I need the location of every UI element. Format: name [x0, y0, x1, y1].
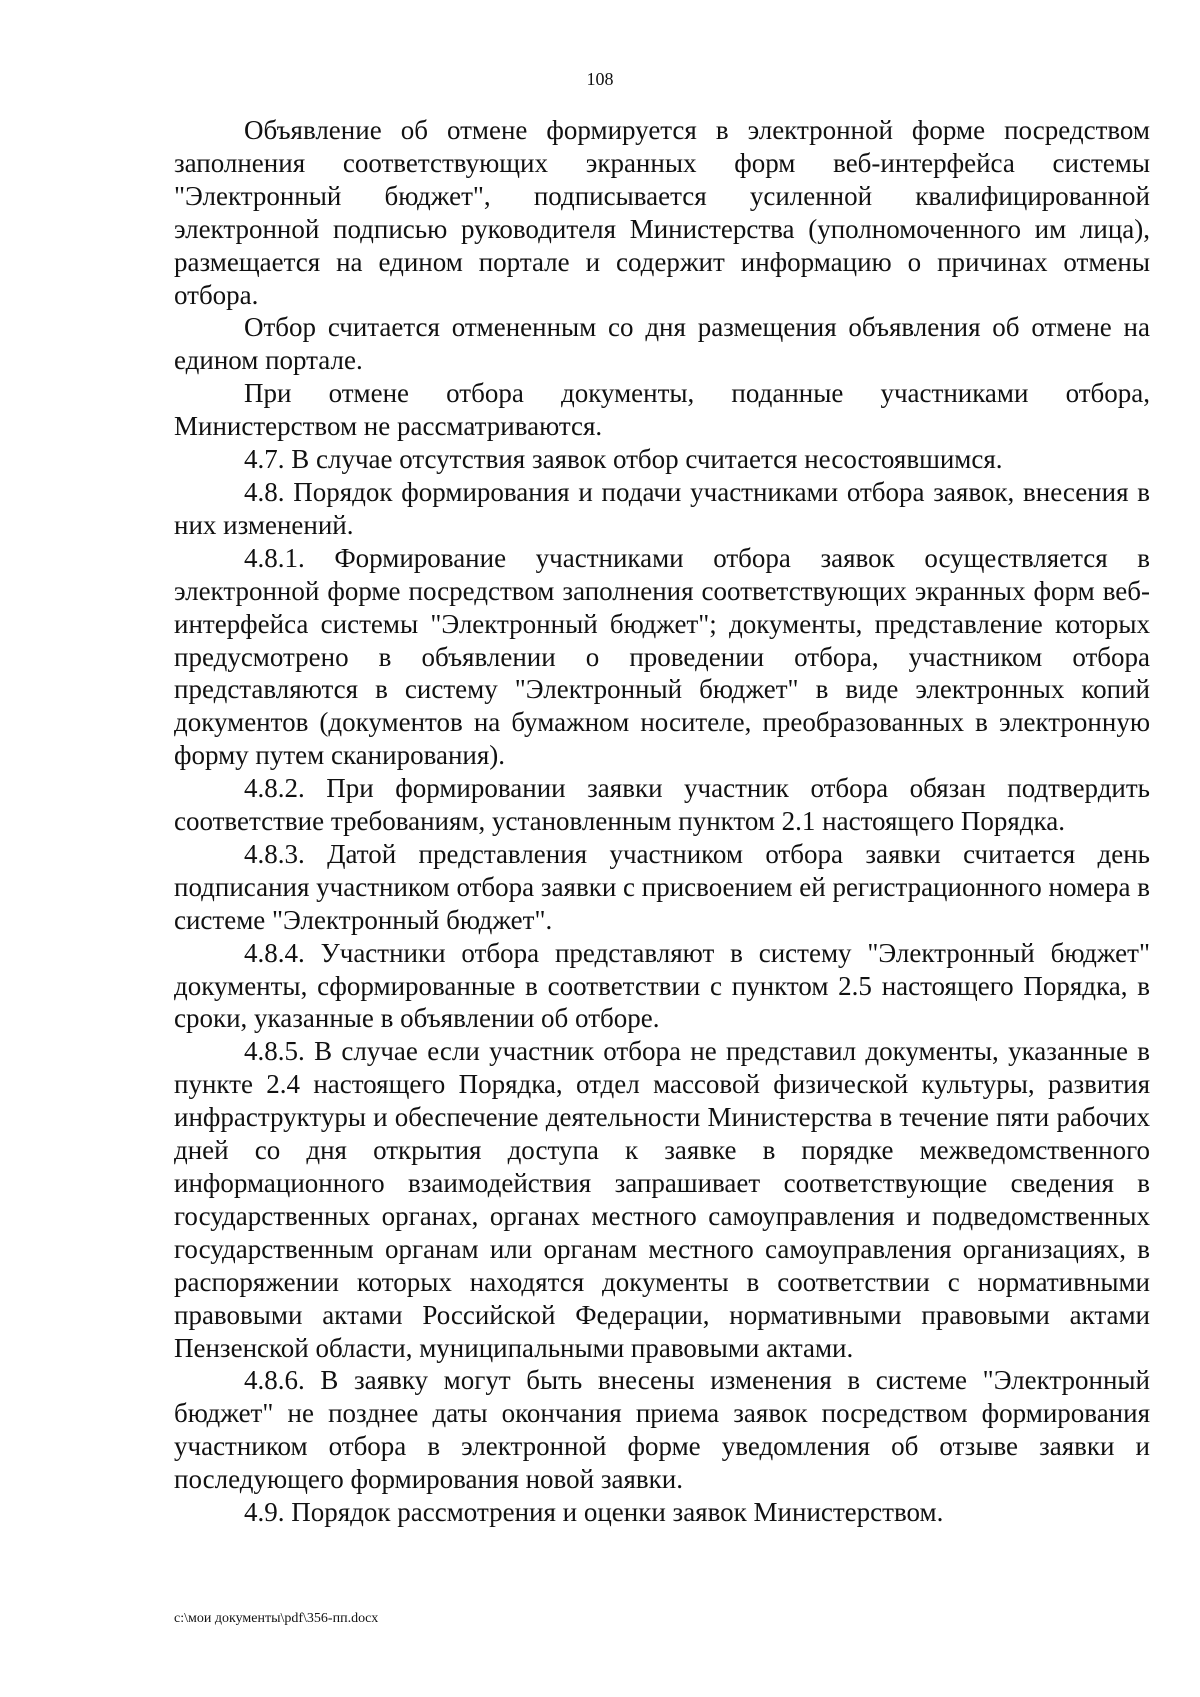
paragraph-4-8-5: 4.8.5. В случае если участник отбора не представил документы, указанные в пункте 2.4 настоящего Порядка, отдел массовой физической культуры, развития инфраструктуры и обеспечение деятельности Министерства в течение пяти рабочих дней со дня открытия доступа к заявке в порядке межведомственного информационного взаимодействия запрашивает соответствующие сведения в государственных органах, органах местного самоуправления и подведомственных государственным органам или органам местного самоуправления организациях, в распоряжении которых находятся документы в соответствии с нормативными правовыми актами Российской Федерации, нормативными правовыми актами Пензенской области, муниципальными правовыми актами. — [174, 1036, 1150, 1363]
paragraph-4-8: 4.8. Порядок формирования и подачи участниками отбора заявок, внесения в них изменений. — [174, 476, 1150, 540]
footer-file-path: c:\мои документы\pdf\356-пп.docx — [174, 1611, 379, 1626]
paragraph-cancel-documents: При отмене отбора документы, поданные участниками отбора, Министерством не рассматриваются. — [174, 378, 1150, 442]
paragraph-4-8-6: 4.8.6. В заявку могут быть внесены изменения в системе "Электронный бюджет" не позднее даты окончания приема заявок посредством формирования участником отбора в электронной форме уведомления об отзыве заявки и последующего формирования новой заявки. — [174, 1365, 1150, 1495]
page-number: 108 — [586, 69, 614, 89]
paragraph-cancel-notice: Объявление об отмене формируется в электронной форме посредством заполнения соответствующих экранных форм веб-интерфейса системы "Электронный бюджет", подписывается усиленной квалифицированной электронной подписью руководителя Министерства (уполномоченного им лица), размещается на едином портале и содержит информацию о причинах отмены отбора. — [174, 115, 1150, 310]
paragraph-4-8-4: 4.8.4. Участники отбора представляют в систему "Электронный бюджет" документы, сформированные в соответствии с пунктом 2.5 настоящего Порядка, в сроки, указанные в объявлении об отборе. — [174, 937, 1150, 1034]
paragraph-4-8-2: 4.8.2. При формировании заявки участник отбора обязан подтвердить соответствие требованиям, установленным пунктом 2.1 настоящего Порядка. — [174, 773, 1150, 837]
paragraph-4-9: 4.9. Порядок рассмотрения и оценки заявок Министерством. — [244, 1497, 944, 1528]
paragraph-4-8-3: 4.8.3. Датой представления участником отбора заявки считается день подписания участником отбора заявки с присвоением ей регистрационного номера в системе "Электронный бюджет". — [174, 838, 1150, 935]
document-body — [174, 114, 1150, 1529]
paragraph-4-7: 4.7. В случае отсутствия заявок отбор считается несостоявшимся. — [244, 444, 1003, 475]
paragraph-cancel-effective: Отбор считается отмененным со дня размещения объявления об отмене на едином портале. — [174, 312, 1150, 376]
paragraph-4-8-1: 4.8.1. Формирование участниками отбора заявок осуществляется в электронной форме посредством заполнения соответствующих экранных форм веб-интерфейса системы "Электронный бюджет"; документы, представление которых предусмотрено в объявлении о проведении отбора, участником отбора представляются в систему "Электронный бюджет" в виде электронных копий документов (документов на бумажном носителе, преобразованных в электронную форму путем сканирования). — [174, 542, 1150, 771]
